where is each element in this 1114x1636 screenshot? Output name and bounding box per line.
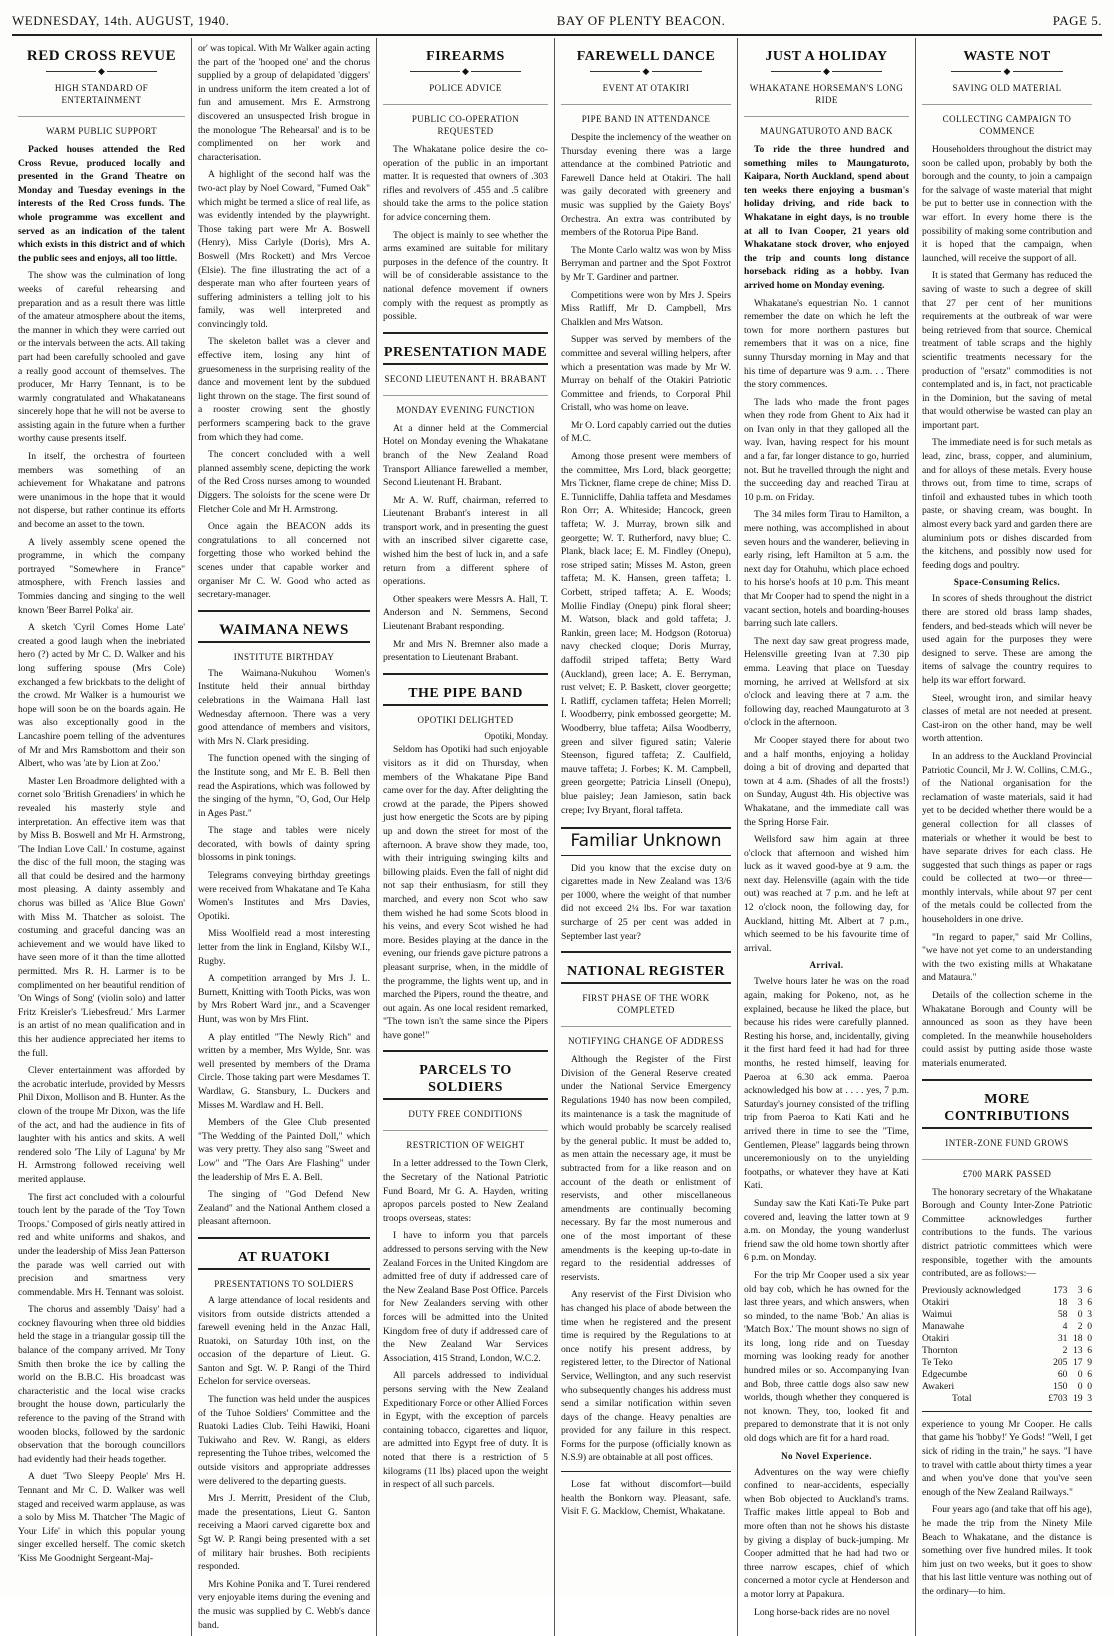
contributor-name: Manawahe	[922, 1320, 965, 1332]
paragraph: The function was held under the auspices of the Tuhoe Soldiers' Committee and the Ruatoki Ladies Club. Teihi Hawiki, Hoani Tukiwaho and Rev. W. Rangi, as elders representing the Tuhoe tribes, welcomed the outside visitors and appropriate addresses were delivered to the departing guests.	[198, 1394, 370, 1487]
contributor-name: Waimui	[922, 1308, 953, 1320]
paragraph: The Whakatane police desire the co-operation of the public in an important matter. It is requested that owners of .303 rifles and revolvers of .455 and .5 calibre should take the arms to the police station for advice concerning them.	[383, 144, 548, 223]
amount-pence: 6	[1087, 1368, 1092, 1380]
article-box	[383, 1050, 548, 1100]
section-subhead: Arrival.	[809, 960, 844, 971]
article-subhead: WARM PUBLIC SUPPORT	[18, 116, 185, 137]
paragraph: The show was the culmination of long weeks of careful rehearsing and preparation and as a result there was little of the amateur atmosphere about the items, the manner in which they were carried out or the intervals between the acts. All taking part had been carefully schooled and gave a really good account of themselves. The producer, Mr Harry Tennant, is to be warmly congratulated and Whakataneans sincerely hope that he will not be averse to assisting again in the future when a further worthy cause presents itself.	[18, 270, 185, 445]
feature-headline: Familiar Unknown	[561, 827, 731, 856]
amount-pounds: 150	[1053, 1380, 1068, 1392]
amount-shillings: 19	[1073, 1392, 1083, 1404]
paragraph: Master Len Broadmore delighted with a cornet solo 'British Grenadiers' in which he revealed his masterly style and interpretation. An effective item was that by Miss B. Boswell and Mr H. Armstrong, 'The Indian Love Call.' In costume, against the disc of the full moon, the staging was all that could be desired and the harmony most pleasing. A dainty assembly and chorus was billed as 'Alice Blue Gown' with Miss M. Thatcher as soloist. The costuming and graceful dancing was an achievement and we would have liked to have seen more of it than the time allotted permitted. Mrs R. H. Larmer is to be complimented on her beautiful rendition of 'On Wings of Song' (violin solo) and latter Fritz Kreisler's 'Liebesfreud.' Mrs Larmer is an artist of no mean qualification and in this her audience appreciated her items to the full.	[18, 775, 185, 1059]
amount-shillings: 18	[1073, 1332, 1083, 1344]
paragraph: Steel, wrought iron, and similar heavy classes of metal are not needed at present. Cast-iron on the other hand, may be well worth attention.	[922, 692, 1092, 745]
divider	[561, 1471, 731, 1472]
amount-pence: 3	[1087, 1308, 1092, 1320]
paragraph: The Waimana-Nukuhou Women's Institute held their annual birthday celebrations in the Waimana Hall last Wednesday afternoon. There was a very good attendance of members and visitors, with Mrs N. Clark presiding.	[198, 667, 370, 747]
paragraph: Did you know that the excise duty on cigarettes made in New Zealand was 13/6 per 1000, where the weight of that number did not exceed 2¼ lbs. For war taxation surcharge of 25 per cent was added in September last year?	[561, 862, 731, 942]
column-1	[12, 38, 192, 1636]
article-subhead: OPOTIKI DELIGHTED	[417, 714, 514, 725]
article-subhead: INTER-ZONE FUND GROWS	[945, 1137, 1069, 1148]
article-headline: MORE CONTRIBUTIONS	[944, 1091, 1070, 1124]
amount-shillings: 0	[1077, 1380, 1083, 1392]
paragraph: Seldom has Opotiki had such enjoyable visitors as it did on Thursday, when members of the Whakatane Pipe Band came over for the day. After delighting the crowd at the parade, the Pipers showed just how energetic the Scots are by piping up and down the street for most of the afternoon. A brave show they made, too, with their intriguing swinging kilts and billowing plaids. Even the fall of night did not sap their enthusiasm, for still they marched, and every non Scot who saw them wished he had some Scots blood in his veins, and every Scot wished he had more. Besides playing at the dance in the evening, our friends gave picture patrons a pleasant surprise, when, in the middle of the programme, the lights went up, and in marched the Pipers, round the theatre, and out again. As one local resident remarked, "The town isn't the same since the Pipers have gone!"	[383, 744, 548, 1041]
paragraph: Although the Register of the First Division of the General Reserve created under the National Service Emergency Regulations 1940 has now been compiled, its maintenance is a task the magnitude of which would probably be scarcely realised by the general public. It must be added to, as men attain the necessary age, it must be subtracted from for a like reason and on account of the death or enlistment of reservists, and other miscellaneous amendments are continually becoming necessary. By far the most numerous and one of the most important of these amendments is the keeping up-to-date in regard to the residential addresses of reservists.	[561, 1054, 731, 1283]
paragraph: The chorus and assembly 'Daisy' had a cockney flavouring when three old biddies held the stage in a triangular gossip till the balance of the company arrived. Mr Tony Smith then broke the ice by calling the world on the B.B.C. His broadcast was characteristic and the local wise cracks brought the house down, particularly the reference to the paving of the Strand with wooden blocks, followed by the sardonic observation that the borough councillors had evidently had their heads together.	[18, 1304, 185, 1465]
table-row	[922, 1297, 1092, 1309]
article-subhead: POLICE ADVICE	[429, 83, 502, 93]
paragraph: The Monte Carlo waltz was won by Miss Berryman and partner and the Spot Foxtrot by Mr T. Gardiner and partner.	[561, 244, 731, 283]
paragraph: Mrs J. Merritt, President of the Club, made the presentations, Lieut G. Santon receiving a Maori carved cigarette box and Sgt W. P. Rangi being presented with a set of military hair brushes. Both recipients responded.	[198, 1493, 370, 1573]
article-headline: JUST A HOLIDAY	[765, 49, 888, 64]
divider: ◆	[744, 67, 909, 76]
paragraph: Adventures on the way were chiefly confined to near-accidents, especially when Bob objected to Auckland's trams. Traffic makes little appeal to Bob and more often than not he shows his distaste by giving a display of buck-jumping. Mr Cooper admitted that he had had two or three narrow escapes, chief of which concerned a motor cycle at Henderson and a motor lorry at Papakura.	[744, 1466, 909, 1600]
paragraph: Among those present were members of the committee, Mrs Lord, black georgette; Mrs Tickner, flame crepe de chine; Miss D. E. Tunnicliffe, Dahlia taffeta and Mesdames Ron Orr; A. Whiteside; Hancock, green taffeta; W. J. Murray, brown silk and georgette; W. T. Rutherford, navy blue; C. Plank, black lace; E. M. Findley (Onepu), rose striped satin; Misses M. Aston, green taffeta; M. K. Hansen, green taffeta; I. Corbett, striped taffeta; A. E. Woods; Mollie Findlay (Onepu) pink floral sheer; M. Watson, black and gold taffeta; J. Rankin, green lace; M. Hodgson (Rotorua) navy checked cloque; Doris Murray, daffodil striped taffeta; Betty Ward (Auckland), green lace; A. E. Berryman, rust velvet; E. P. Baskett, clover georgette; I. Ratliff, cyclamen taffeta; Helen Morrell; I. Woodberry, pink embossed georgette; M. Woodberry, blue taffeta; Ailsa Woodberry, green and silver figured satin; Valerie Steenson, figured taffeta; Z. Caulfield, mauve taffeta; J. Forbes; K. M. Campbell, green georgette; Patricia Linsell (Onepu), blue paisley; Jean Jamieson, satin back crepe; Ivy Bryant, floral taffeta.	[561, 451, 731, 816]
amount-pounds: 2	[1062, 1344, 1068, 1356]
paragraph: Mrs Kohine Ponika and T. Turei rendered very enjoyable items during the evening and the music was supplied by C. Webb's dance band.	[198, 1578, 370, 1631]
paragraph: A competition arranged by Mrs J. L. Burnett, Knitting with Tooth Picks, was won by Mrs Robert Ward jnr., and a Scavenger Hunt, was won by Mrs Flint.	[198, 973, 370, 1025]
column-6	[916, 38, 1098, 1636]
article-box	[383, 332, 548, 365]
divider	[922, 1411, 1092, 1412]
column-4	[555, 38, 738, 1636]
paragraph: Details of the collection scheme in the Whakatane Borough and County will be announced as soon as they have been completed. In the meanwhile householders could assist by putting aside those waste materials enumerated.	[922, 990, 1092, 1069]
contributor-name: Thornton	[922, 1344, 958, 1356]
table-row	[922, 1345, 1092, 1357]
paragraph: The 34 miles form Tirau to Hamilton, a mere nothing, was accomplished in about seven hours and the wanderer, believing in early rising, left Hamilton at 5 a.m. the next day for Otahuhu, which place echoed to his horse's hoofs at 10 p.m. This meant that Mr Cooper had to spend the night in a vacant section, hotels and boarding-houses barring such late callers.	[744, 509, 909, 630]
column-3	[377, 38, 555, 1636]
article-subhead: HIGH STANDARD OF ENTERTAINMENT	[54, 83, 149, 105]
dateline: Opotiki, Monday.	[484, 730, 548, 741]
amount-pence: 0	[1087, 1332, 1092, 1344]
divider: ◆	[383, 67, 548, 76]
amount-shillings: 13	[1073, 1344, 1083, 1356]
contributor-name: Otakiri	[922, 1296, 950, 1308]
paragraph: The immediate need is for such metals as lead, zinc, brass, copper, and aluminium, and for alloys of these metals. Every house throws out, from time to time, scraps of tinfoil and exhausted tubes in which tooth paste, or shaving cream, was bought. In almost every back yard and garden there are aluminium pots or dishes discarded from the kitchens, and possibly now used for feeding dogs and poultry.	[922, 437, 1092, 571]
section-subhead: No Novel Experience.	[781, 1450, 872, 1461]
paragraph: A lively assembly scene opened the programme, in which the company portrayed "Somewhere in France" atmosphere, with French lassies and Tommies dancing and singing to the well known 'Beer Barrel Polka' air.	[18, 536, 185, 616]
table-row	[922, 1369, 1092, 1381]
article-subhead: WHAKATANE HORSEMAN'S LONG RIDE	[749, 83, 904, 105]
paragraph: A duet 'Two Sleepy People' Mrs H. Tennant and Mr C. D. Walker was well staged and received warm applause, as was a solo by Miss M. Thatcher 'The Magic of Your Life' in which this popular young singer excelled herself. The comic sketch 'Kiss Me Goodnight Sergeant-Maj-	[18, 1471, 185, 1564]
article-subhead: PRESENTATIONS TO SOLDIERS	[214, 1278, 354, 1289]
article-headline: RED CROSS REVUE	[26, 48, 177, 64]
paragraph: The stage and tables were nicely decorated, with bowls of dainty spring blossoms in pink tonings.	[198, 825, 370, 864]
columns	[12, 38, 1102, 1631]
article-headline: WAIMANA NEWS	[219, 621, 349, 638]
amount-pence: 3	[1087, 1392, 1092, 1404]
article-box	[561, 951, 731, 984]
amount-pounds: 4	[1062, 1320, 1068, 1332]
divider: ◆	[18, 67, 185, 76]
contributor-name: Total	[952, 1392, 972, 1404]
paragraph: It is stated that Germany has reduced the saving of waste to such a degree of skill that 27 per cent of her munitions requirements at the outbreak of war were being retrieved from that source. Chemical treatment of table scraps and the highly scientific treatments necessary for the production of "ersatz" commodities is not contemplated and is, in fact, not practicable in the Dominion, but the saving of metal that would otherwise be wasted can play an important part.	[922, 270, 1092, 431]
contributions-table	[922, 1285, 1092, 1405]
article-subhead: MONDAY EVENING FUNCTION	[383, 395, 548, 416]
article-box	[922, 1079, 1092, 1129]
article-subhead: INSTITUTE BIRTHDAY	[233, 651, 335, 662]
paragraph: Mr Cooper stayed there for about two and a half months, enjoying a holiday doing a bit of droving and departed that town at 4 a.m. (Shades of all the frosts!) on Sunday, August 4th. His objective was Whakatane, and the immediate call was the Spring Horse Fair.	[744, 734, 909, 828]
issue-date: WEDNESDAY, 14th. AUGUST, 1940.	[12, 13, 230, 28]
paragraph: or' was topical. With Mr Walker again acting the part of the 'hooped one' and the chorus supplied by a group of delapidated 'diggers' in undress uniform the item created a lot of fun and amusement. Mrs E. Armstrong discovered an unsuspected Irish brogue in the monologue 'The Rehearsal' and is to be complimented on her work and characterisation.	[198, 43, 370, 163]
paragraph: Competitions were won by Mrs J. Speirs Miss Ratliff, Mr D. Campbell, Mrs Chalklen and Mrs Watson.	[561, 289, 731, 328]
paragraph: Despite the inclemency of the weather on Thursday evening there was a large attendance at the combined Patriotic and Farewell Dance held at Otakiri. The hall was gaily decorated with greenery and music was supplied by the Gaiety Boys' Orchestra. An extra was contributed by members of the Rotorua Pipe Band.	[561, 132, 731, 239]
table-row	[922, 1321, 1092, 1333]
paragraph: Miss Woolfield read a most interesting letter from the link in England, Kilsby W.I., Rugby.	[198, 928, 370, 967]
paragraph: Mr O. Lord capably carried out the duties of M.C.	[561, 419, 731, 445]
article-headline: PRESENTATION MADE	[383, 344, 548, 360]
amount-shillings: 0	[1077, 1368, 1083, 1380]
paragraph: In an address to the Auckland Provincial Patriotic Council, Mr J. W. Collins, C.M.G., of the National organisation for the reclamation of waste materials, said it had yet to be decided whether there would be a general collection for all classes of materials or whether it would be best to have separate drives for each class. He suggested that such things as paper or rags could be collected at two—or three—monthly intervals, while about 97 per cent of the metals could be collected from the householders in one drive.	[922, 750, 1092, 926]
paragraph: The singing of "God Defend New Zealand" and the National Anthem closed a pleasant afternoon.	[198, 1189, 370, 1228]
paragraph: The next day saw great progress made, Helensville greeting Ivan at 7.30 pip emma. Leaving that place on Tuesday morning, he arrived at Wellsford at six o'clock and leaving there at 7 a.m. the following day, reached Maungaturoto at 3 o'clock in the afternoon.	[744, 635, 909, 729]
amount-pence: 6	[1087, 1296, 1092, 1308]
article-subhead: PUBLIC CO-OPERATION REQUESTED	[383, 104, 548, 137]
paragraph: I have to inform you that parcels addressed to persons serving with the New Zealand Forces in the United Kingdom are admitted free of duty if addressed care of the New Zealand Base Post Office. Parcels for New Zealanders serving with other forces will be admitted into the United Kingdom free of duty if addressed care of the New Zealand War Services Association, 415 Strand, London, W.C.2.	[383, 1230, 548, 1364]
paragraph: "In regard to paper," said Mr Collins, "we have not yet come to an understanding with the two existing mills at Whakatane and Mataura."	[922, 931, 1092, 984]
article-subhead: SAVING OLD MATERIAL	[952, 83, 1062, 93]
page-number: PAGE 5.	[1052, 13, 1102, 28]
paragraph: Long horse-back rides are no novel	[754, 1606, 890, 1618]
article-subhead: EVENT AT OTAKIRI	[602, 83, 690, 93]
amount-pounds: £703	[1048, 1392, 1068, 1404]
amount-pence: 9	[1087, 1356, 1092, 1368]
paragraph: The first act concluded with a colourful touch lent by the parade of the 'Toy Town Troops.' Composed of girls neatly attired in red and white uniforms and shakos, and under the leadership of Miss Jean Patterson the parade was well carried out with precision and smartness very commendable. Mrs H. Tennant was soloist.	[18, 1191, 185, 1298]
amount-shillings: 3	[1077, 1284, 1083, 1296]
amount-pence: 6	[1087, 1344, 1092, 1356]
table-row	[922, 1393, 1092, 1405]
contributor-name: Otakiri	[922, 1332, 950, 1344]
paragraph: Any reservist of the First Division who has changed his place of abode between the time when he registered and the present time is required by the Regulations to at once notify his present address, by registered letter, to the Director of National Service, Wellington, and any such reservist who subsequently changes his address must send a similar notification within seven days of the change. Heavy penalties are provided for any failure in this respect. Forms for the purpose (officially known as N.S.9) are obtainable at all post offices.	[561, 1289, 731, 1464]
paragraph: Whakatane's equestrian No. 1 cannot remember the date on which he left the town for more northern pastures but remembers that it was on a nice, fine sunny Thursday morning in May and that his time of departure was 9 a.m. . . There the story commences.	[744, 297, 909, 391]
paragraph: All parcels addressed to individual persons serving with the New Zealand Expeditionary Force or other Allied Forces in Egypt, with the exception of parcels containing tobacco, cigarettes and liquor, are admitted into Egypt free of duty. It is noted that there is a restriction of 5 kilograms (11 lbs) placed upon the weight in respect of all such parcels.	[383, 1370, 548, 1491]
table-row	[922, 1285, 1092, 1297]
paragraph: The lads who made the front pages when they rode from Ghent to Aix had it on Ivan only in that they galloped all the way. Ivan, having respect for his mount and a far, far longer distance to go, hurried not. But he travelled through the night and the succeeding day and reached Tirau at 10 p.m. on Friday.	[744, 396, 909, 503]
table-row	[922, 1381, 1092, 1393]
paragraph: The skeleton ballet was a clever and effective item, losing any hint of gruesomeness in the surprising reality of the dance and movement lent by the subdued light thrown on the stage. The first sound of a rooster crowing sent the ghostly performers scampering back to the grave from which they had come.	[198, 336, 370, 443]
lead-paragraph: To ride the three hundred and something miles to Maungaturoto, Kaipara, North Auckland, spend about ten weeks there enjoying a busman's holiday driving, and ride back to Whakatane in eight days, is no trouble at all to Ivan Cooper, 21 years old Whakatane stock drover, who enjoyed the trip and counts long distance horseback riding as a hobby. Ivan arrived home on Monday evening.	[744, 144, 909, 291]
article-headline: PARCELS TO SOLDIERS	[419, 1063, 512, 1096]
article-subhead: FIRST PHASE OF THE WORK COMPLETED	[582, 993, 710, 1016]
amount-shillings: 0	[1077, 1308, 1083, 1320]
amount-pounds: 18	[1057, 1296, 1068, 1308]
paragraph: experience to young Mr Cooper. He calls that game his 'hobby!' Ye Gods! "Well, I get sick of riding in the train," he says. "I have to travel with cattle about thirty times a year and when you've done that you've seen enough of the New Zealand Railways."	[922, 1418, 1092, 1498]
masthead	[12, 8, 1102, 36]
amount-pounds: 60	[1057, 1368, 1068, 1380]
paragraph: The concert concluded with a well planned assembly scene, depicting the work of the Red Cross nurses among to wounded Diggers. The soloists for the scene were Dr Fletcher Cole and Mr H. Armstrong.	[198, 449, 370, 515]
article-box	[198, 1237, 370, 1270]
amount-pounds: 58	[1057, 1308, 1068, 1320]
paragraph: Sunday saw the Kati Kati-Te Puke part covered and, leaving the latter town at 9 a.m. on Monday, the young wanderlust friend saw the old home town shortly after 6 p.m. on Monday.	[744, 1197, 909, 1264]
article-subhead: PIPE BAND IN ATTENDANCE	[561, 104, 731, 125]
article-subhead: COLLECTING CAMPAIGN TO COMMENCE	[922, 104, 1092, 137]
contributor-name: Edgecumbe	[922, 1368, 968, 1380]
paragraph: Supper was served by members of the committee and several willing helpers, after which a presentation was made by Mr W. Murray on behalf of the Otakiri Patriotic Committee and friends, to Corporal Phil Cristall, who was home on leave.	[561, 334, 731, 414]
table-row	[922, 1357, 1092, 1369]
paper-title: BAY OF PLENTY BEACON.	[556, 13, 726, 28]
article-headline: NATIONAL REGISTER	[566, 964, 725, 980]
divider: ◆	[922, 67, 1092, 76]
paragraph: The honorary secretary of the Whakatane Borough and County Inter-Zone Patriotic Committee acknowledges further contributions to the funds. The various district patriotic committees which were responsible, together with the amounts contributed, are as follows:—	[922, 1186, 1092, 1280]
paragraph: Wellsford saw him again at three o'clock that afternoon and wished him luck as it waved good-bye at 9 a.m. the next day. Helensville (again with the tide out) was reached at 7 p.m. and he left at 12 o'clock noon, the following day, for Auckland, hitting Mt. Albert at 7 p.m., which seemed to be his favourite time of arrival.	[744, 834, 909, 954]
column-5	[738, 38, 916, 1636]
paragraph: Mr A. W. Ruff, chairman, referred to Lieutenant Brabant's interest in all transport work, and in presenting the guest with an inscribed silver cigarette case, wished him the best of luck in, and a safe return from a different sphere of operations.	[383, 494, 548, 588]
amount-shillings: 17	[1073, 1356, 1083, 1368]
paragraph: Twelve hours later he was on the road again, making for Pokeno, not, as he explained, because he liked the place, but because his rides were carefully planned. Resting his horse, and, incidentally, giving it the first hard feed it had had for three months, he rested himself, leaving for Paeroa at 6.30 ack emma. Paeroa acknowledged his bow at . . . . yes, 7 p.m. Saturday's journey consisted of the trifling trip from Paeroa to Kati Kati and he arrived there in time to see the "Time, Gentlemen, Please" laggards being thrown unceremoniously on to the unyielding footpaths, or whatever they have at Kati Kati.	[744, 976, 909, 1192]
amount-pence: 0	[1087, 1320, 1092, 1332]
paragraph: A play entitled "The Newly Rich" and written by a member, Mrs Wylde, Snr. was well presented by members of the Drama Circle. Those taking part were Mesdames T. Wardlaw, G. Stansbury, L. Duckers and Misses M. Wardlaw and H. Bell.	[198, 1031, 370, 1111]
amount-shillings: 2	[1077, 1320, 1083, 1332]
paragraph: Clever entertainment was afforded by the acrobatic interlude, provided by Messrs Phil Dixon, Mollison and B. Hunter. As the clown of the troupe Mr Dixon, was the life of the act, and had the audience in fits of laughter with his antics and skits. A well rendered solo 'The Lily of Laguna' by Mr H. Armstrong followed receiving well merited applause.	[18, 1065, 185, 1185]
article-headline: AT RUATOKI	[237, 1249, 331, 1265]
amount-pounds: 31	[1057, 1332, 1068, 1344]
paragraph: The object is mainly to see whether the arms examined are suitable for military purposes in the defence of the country. It will be of considerable assistance to the national defence movement if owners comply with the request as promptly as possible.	[383, 229, 548, 323]
article-headline: FAREWELL DANCE	[576, 49, 716, 64]
amount-shillings: 3	[1077, 1296, 1083, 1308]
article-subhead: £700 MARK PASSED	[922, 1159, 1092, 1180]
article-headline: FIREARMS	[426, 49, 505, 64]
advertisement: Lose fat without discomfort—build health the Bonkorn way. Pleasant, safe. Visit F. G. Macklow, Chemist, Whakatane.	[561, 1479, 731, 1518]
amount-pence: 6	[1087, 1284, 1092, 1296]
amount-pounds: 173	[1053, 1284, 1068, 1296]
contributor-name: Awakeri	[922, 1380, 955, 1392]
column-2	[192, 38, 377, 1636]
article-subhead: NOTIFYING CHANGE OF ADDRESS	[561, 1026, 731, 1047]
paragraph: Telegrams conveying birthday greetings were received from Whakatane and Te Kaha Women's Institutes and Mrs Davies, Opotiki.	[198, 870, 370, 922]
article-subhead: SECOND LIEUTENANT H. BRABANT	[384, 373, 547, 384]
paragraph: A large attendance of local residents and visitors from outside districts attended a farewell evening held in the Anzac Hall, Ruatoki, on Saturday 10th inst, on the occasion of the departure of Lieut. G. Santon and Sgt. W. P. Rangi of the Third Echelon for service overseas.	[198, 1294, 370, 1388]
paragraph: For the trip Mr Cooper used a six year old bay cob, which he has owned for the last three years, and which answers, when so minded, to the name 'Bob.' An alias is 'Match Box.' The mount shows no sign of its long, long ride and on Tuesday morning was looking ready for another hundred miles or so. Accompanying Ivan and Bob, three cattle dogs also saw new worlds, though whether they conquered is not known. They, too, looked fit and prepared to demonstrate that it is not only old dogs which are fit for a hard road.	[744, 1269, 909, 1445]
article-box	[198, 610, 370, 643]
section-subhead: Space-Consuming Relics.	[953, 577, 1061, 588]
paragraph: Four years ago (and take that off his age), he made the trip from the Ninety Mile Beach to Whakatane, and the distance is something over five hundred miles. It took him just on two weeks, but it goes to show that his last little venture was nothing out of the ordinary—to him.	[922, 1504, 1092, 1597]
article-subhead: RESTRICTION OF WEIGHT	[383, 1130, 548, 1151]
article-subhead: MAUNGATUROTO AND BACK	[744, 116, 909, 137]
article-box	[383, 673, 548, 706]
paragraph: Other speakers were Messrs A. Hall, T. Anderson and N. Semmens, Second Lieutenant Brabant responding.	[383, 593, 548, 633]
paragraph: Householders throughout the district may soon be called upon, probably by both the borough and the county, to join a campaign for the salvage of waste material that might be put to better use in connection with the war effort. In every home there is the possibility of making some contribution and it is hoped that the campaign, when launched, will receive the support of all.	[922, 144, 1092, 264]
table-row	[922, 1309, 1092, 1321]
paragraph: In a letter addressed to the Town Clerk, the Secretary of the National Patriotic Fund Board, Mr G. A. Hayden, writing apropos parcels posted to New Zealand troops overseas, states:	[383, 1158, 548, 1224]
paragraph: Mr and Mrs N. Bremner also made a presentation to Lieutenant Brabant.	[383, 638, 548, 664]
contributor-name: Previously acknowledged	[922, 1284, 1021, 1296]
contributor-name: Te Teko	[922, 1356, 953, 1368]
divider: ◆	[561, 67, 731, 76]
paragraph: A highlight of the second half was the two-act play by Noel Coward, "Fumed Oak" which might be termed a slice of real life, as was evidently intended by the playwright. Those taking part were Mr A. Boswell (Henry), Miss Carlyle (Doris), Mrs A. Boswell (Mrs Rockett) and Mrs Vercoe (Elsie). The fine illustrating the act of a desperate man who after fourteen years of suffering administers a telling jolt to his family, was well interpreted and convincingly told.	[198, 169, 370, 330]
paragraph: Once again the BEACON adds its congratulations to all concerned not forgetting those who worked behind the scenes under that capable worker and organiser Mr C. W. Good who acted as secretary-manager.	[198, 521, 370, 601]
table-row	[922, 1333, 1092, 1345]
amount-pence: 0	[1087, 1380, 1092, 1392]
article-headline: THE PIPE BAND	[408, 685, 523, 701]
paragraph: Members of the Glee Club presented "The Wedding of the Painted Doll," which was very pretty. They also sang "Sweet and Low" and "The Oars Are Flashing" under the leadership of Mrs E. A. Bell.	[198, 1117, 370, 1183]
lead-paragraph: Packed houses attended the Red Cross Revue, produced locally and presented in the Grand Theatre on Monday and Tuesday evenings in the interests of the Red Cross funds. The whole programme was excellent and served as an indication of the talent which exists in this district and of which the public sees and enjoys, all too little.	[18, 144, 185, 264]
paragraph: The function opened with the singing of the Institute song, and Mr E. B. Bell then read the Aspirations, which was followed by the singing of the hymn, "O, God, Our Help in Ages Past."	[198, 753, 370, 819]
article-headline: WASTE NOT	[963, 49, 1051, 64]
paragraph: In itself, the orchestra of fourteen members was something of an achievement for Whakatane and patrons were unanimous in the hope that it would not disperse, but rather continue its efforts and become an asset to the town.	[18, 451, 185, 531]
article-subhead: DUTY FREE CONDITIONS	[408, 1109, 523, 1120]
paragraph: A sketch 'Cyril Comes Home Late' created a good laugh when the inebriated hero (?) acted by Mr C. D. Walker and his long suffering spouse (Mrs Cole) exchanged a few brickbats to the delight of the crowd. Mr Walker is a humourist we hope will soon be on the boards again. He was also exceptionally good in the Lancashire poem telling of the adventures of Mr and Mrs Ramsbottom and their son Albert, who was 'ate by Lion at Zoo.'	[18, 622, 185, 770]
paragraph: At a dinner held at the Commercial Hotel on Monday evening the Whakatane branch of the New Zealand Road Transport Alliance farewelled a member, Second Lieutenant H. Brabant.	[383, 422, 548, 489]
paragraph: In scores of sheds throughout the district there are stored old brass lamp shades, fenders, and bed-steads which will never be used again for the purposes they were designed to serve. These are among the items of salvage the country requires to help its war effort forward.	[922, 593, 1092, 686]
amount-pounds: 205	[1053, 1356, 1068, 1368]
